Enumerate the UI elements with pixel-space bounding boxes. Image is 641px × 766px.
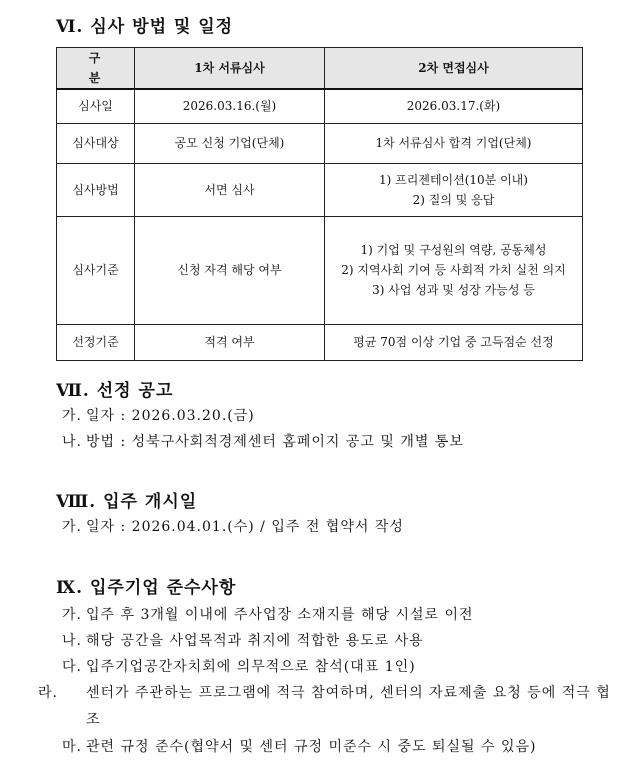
list-item: 다. 입주기업공간자치회에 의무적으로 참석(대표 1인) <box>62 659 416 675</box>
second-review-cell: 1차 서류심사 합격 기업(단체) <box>325 123 583 163</box>
row-label: 선정기준 <box>57 324 135 360</box>
move-in-list <box>62 514 404 540</box>
second-review-cell: 1) 프리젠테이션(10분 이내) 2) 질의 및 응답 <box>325 163 583 216</box>
second-review-cell: 1) 기업 및 구성원의 역량, 공동체성 2) 지역사회 기여 등 사회적 가치 실천 의지 3) 사업 성과 및 성장 가능성 등 <box>325 216 583 324</box>
section-8-title: Ⅷ. 입주 개시일 <box>56 492 198 512</box>
table-row <box>57 163 583 216</box>
table-header-row <box>57 48 583 90</box>
list-item: 마. 관련 규정 준수(협약서 및 센터 규정 미준수 시 중도 퇴실될 수 있음) <box>62 739 537 755</box>
compliance-list <box>38 602 616 760</box>
header-second-review: 2차 면접심사 <box>325 48 583 90</box>
second-review-cell: 2026.03.17.(화) <box>325 89 583 123</box>
first-review-cell: 신청 자격 해당 여부 <box>135 216 325 324</box>
review-schedule-table <box>56 47 583 361</box>
row-label: 심사대상 <box>57 123 135 163</box>
header-category: 구 분 <box>57 48 135 90</box>
row-label: 심사방법 <box>57 163 135 216</box>
section-9-title: Ⅸ. 입주기업 준수사항 <box>56 578 237 598</box>
section-7-title: Ⅶ. 선정 공고 <box>56 381 174 401</box>
first-review-cell: 2026.03.16.(월) <box>135 89 325 123</box>
announcement-list <box>62 403 464 455</box>
row-label: 심사일 <box>57 89 135 123</box>
list-item: 가. 일자 : 2026.03.20.(금) <box>62 408 255 424</box>
first-review-cell: 적격 여부 <box>135 324 325 360</box>
list-item: 나. 방법 : 성북구사회적경제센터 홈페이지 공고 및 개별 통보 <box>62 434 464 450</box>
table-row <box>57 89 583 123</box>
list-item: 가. 입주 후 3개월 이내에 주사업장 소재지를 해당 시설로 이전 <box>62 607 474 623</box>
table-row <box>57 123 583 163</box>
section-6-title: Ⅵ. 심사 방법 및 일정 <box>56 17 234 37</box>
first-review-cell: 서면 심사 <box>135 163 325 216</box>
second-review-cell: 평균 70점 이상 기업 중 고득점순 선정 <box>325 324 583 360</box>
list-item: 가. 일자 : 2026.04.01.(수) / 입주 전 협약서 작성 <box>62 519 404 535</box>
header-first-review: 1차 서류심사 <box>135 48 325 90</box>
table-row <box>57 324 583 360</box>
row-label: 심사기준 <box>57 216 135 324</box>
first-review-cell: 공모 신청 기업(단체) <box>135 123 325 163</box>
list-item: 라. 센터가 주관하는 프로그램에 적극 참여하며, 센터의 자료제출 요청 등에 적극 협조 <box>38 685 611 728</box>
list-item: 나. 해당 공간을 사업목적과 취지에 적합한 용도로 사용 <box>62 633 424 649</box>
table-row <box>57 216 583 324</box>
